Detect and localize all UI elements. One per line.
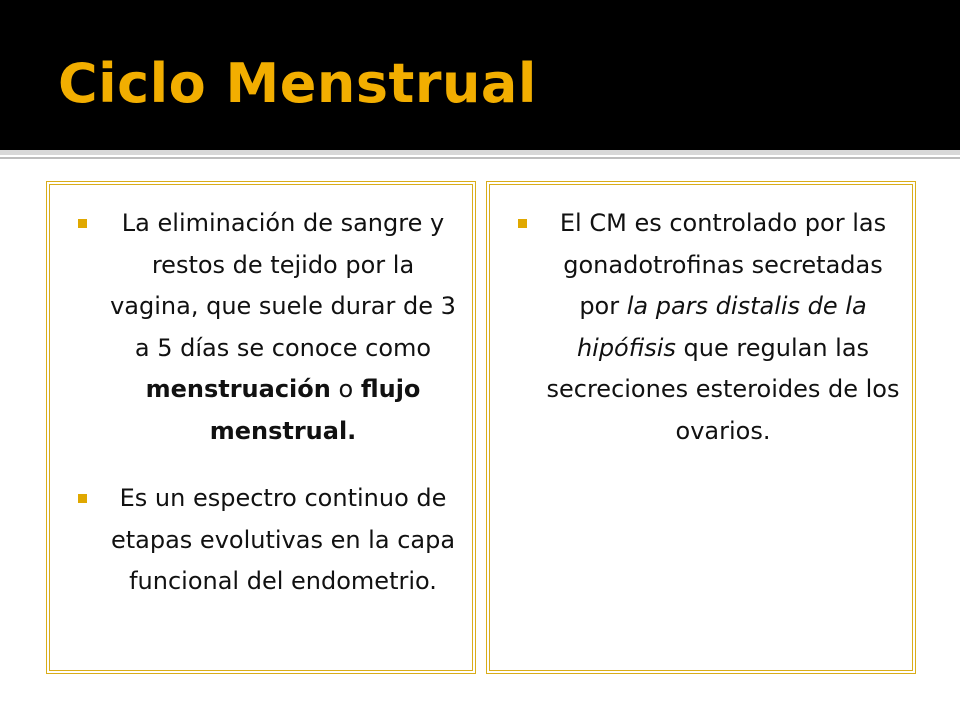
right-bullet-list bbox=[518, 203, 900, 452]
square-bullet-icon bbox=[78, 494, 87, 503]
slide-title: Ciclo Menstrual bbox=[58, 52, 537, 115]
list-item bbox=[78, 203, 460, 452]
item-text: Es un espectro continuo de etapas evolutivas en la capa funcional del endometrio. bbox=[110, 484, 456, 595]
list-item bbox=[78, 478, 460, 603]
term-menstruacion: menstruación bbox=[145, 375, 331, 403]
item-text: La eliminación de sangre y restos de tejido por la vagina, que suele durar de 3 a 5 días se conoce como bbox=[110, 209, 456, 362]
item-text: El CM es controlado por las gonadotrofinas secretadas por bbox=[559, 209, 887, 320]
header-divider bbox=[0, 150, 960, 155]
header-divider-thin bbox=[0, 157, 960, 159]
item-text-end: que regulan las secreciones esteroides de los ovarios. bbox=[546, 333, 900, 445]
left-content-box bbox=[46, 181, 476, 674]
right-content-box bbox=[486, 181, 916, 674]
square-bullet-icon bbox=[78, 219, 87, 228]
list-item bbox=[518, 203, 900, 452]
term-pars-distalis: la pars distalis de la hipófisis bbox=[576, 292, 867, 362]
left-bullet-list bbox=[78, 203, 460, 603]
item-text-connector: o bbox=[330, 375, 361, 403]
term-flujo-menstrual: flujo menstrual. bbox=[209, 375, 421, 445]
title-bar bbox=[0, 0, 960, 150]
square-bullet-icon bbox=[518, 219, 527, 228]
